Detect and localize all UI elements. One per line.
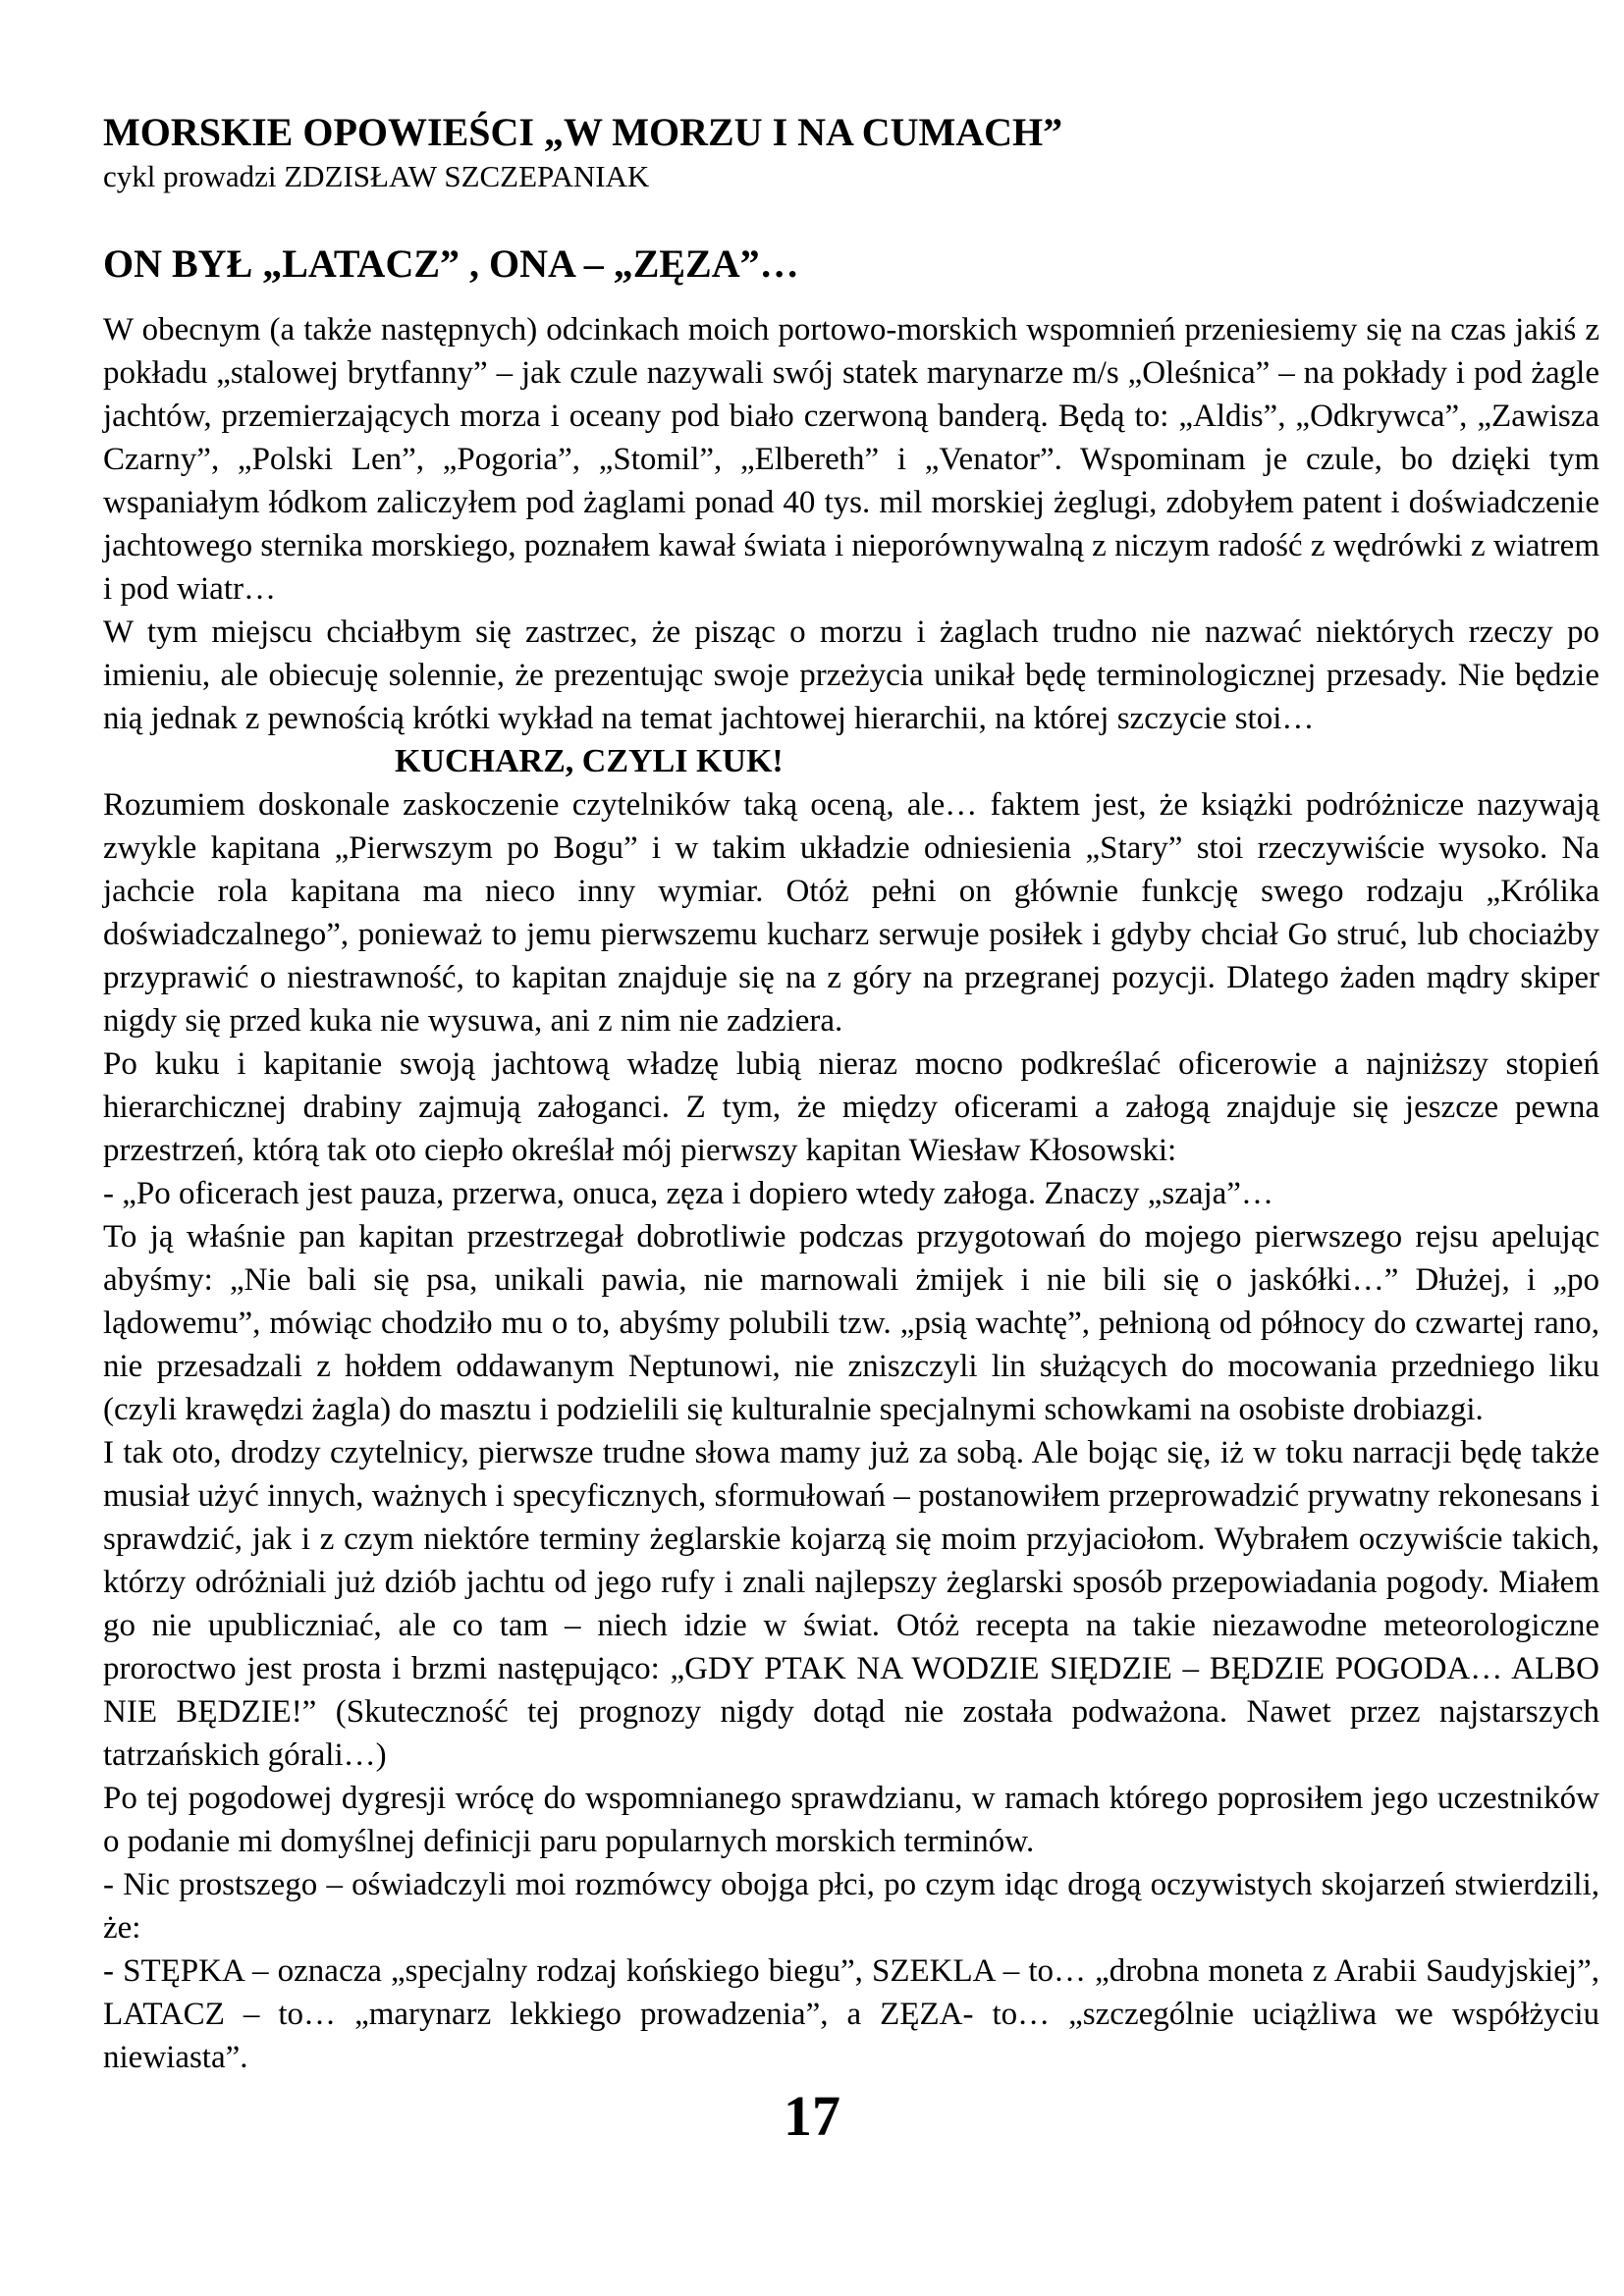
- text-column: [103, 0, 1599, 2148]
- paragraph: W obecnym (a także następnych) odcinkach moich portowo-morskich wspomnień przeniesiemy się na czas jakiś z pokładu „stalowej brytfanny” – jak czule nazywali swój statek marynarze m/s „Oleśnica” – na pokłady i pod żagle jachtów, przemierzających morza i oceany pod biało czerwoną banderą. Będą to: „Aldis”, „Odkrywca”, „Zawisza Czarny”, „Polski Len”, „Pogoria”, „Stomil”, „Elbereth” i „Venator”. Wspominam je czule, bo dzięki tym wspaniałym łódkom zaliczyłem pod żaglami ponad 40 tys. mil morskiej żeglugi, zdobyłem patent i doświadczenie jachtowego sternika morskiego, poznałem kawał świata i nieporównywalną z niczym radość z wędrówki z wiatrem i pod wiatr…: [103, 312, 1599, 607]
- page-number: 17: [784, 2084, 840, 2148]
- paragraph: - Nic prostszego – oświadczyli moi rozmówcy obojga płci, po czym idąc drogą oczywistych skojarzeń stwierdzili, że:: [103, 1867, 1599, 1946]
- paragraph: Rozumiem doskonale zaskoczenie czytelników taką oceną, ale… faktem jest, że książki podróżnicze nazywają zwykle kapitana „Pierwszym po Bogu” i w takim układzie odniesienia „Stary” stoi rzeczywiście wysoko. Na jachcie rola kapitana ma nieco inny wymiar. Otóż pełni on głównie funkcję swego rodzaju „Królika doświadczalnego”, ponieważ to jemu pierwszemu kucharz serwuje posiłek i gdyby chciał Go struć, lub chociażby przyprawić o niestrawność, to kapitan znajduje się na z góry na przegranej pozycji. Dlatego żaden mądry skiper nigdy się przed kuka nie wysuwa, ani z nim nie zadziera.: [103, 787, 1599, 1039]
- series-byline: cykl prowadzi ZDZISŁAW SZCZEPANIAK: [103, 159, 650, 193]
- paragraph: Po kuku i kapitanie swoją jachtową władzę lubią nieraz mocno podkreślać oficerowie a najniższy stopień hierarchicznej drabiny zajmują załoganci. Z tym, że między oficerami a załogą znajduje się jeszcze pewna przestrzeń, którą tak oto ciepło określał mój pierwszy kapitan Wiesław Kłosowski:: [103, 1046, 1599, 1168]
- paragraph-quote: - „Po oficerach jest pauza, przerwa, onuca, zęza i dopiero wtedy załoga. Znaczy „szaja”…: [103, 1176, 1273, 1211]
- article-title: ON BYŁ „LATACZ” , ONA – „ZĘZA”…: [103, 241, 799, 286]
- paragraph: I tak oto, drodzy czytelnicy, pierwsze trudne słowa mamy już za sobą. Ale bojąc się, iż w toku narracji będę także musiał użyć innych, ważnych i specyficznych, sformułowań – postanowiłem przeprowadzić prywatny rekonesans i sprawdzić, jak i z czym niektóre terminy żeglarskie kojarzą się moim przyjaciołom. Wybrałem oczywiście takich, którzy odróżniali już dziób jachtu od jego rufy i znali najlepszy żeglarski sposób przepowiadania pogody. Miałem go nie upubliczniać, ale co tam – niech idzie w świat. Otóż recepta na takie niezawodne meteorologiczne proroctwo jest prosta i brzmi następująco: „GDY PTAK NA WODZIE SIĘDZIE – BĘDZIE POGODA… ALBO NIE BĘDZIE!” (Skuteczność tej prognozy nigdy dotąd nie została podważona. Nawet przez najstarszych tatrzańskich górali…): [103, 1435, 1599, 1773]
- paragraph: To ją właśnie pan kapitan przestrzegał dobrotliwie podczas przygotowań do mojego pierwszego rejsu apelując abyśmy: „Nie bali się psa, unikali pawia, nie marnowali żmijek i nie bili się o jaskółki…” Dłużej, i „po lądowemu”, mówiąc chodziło mu o to, abyśmy polubili tzw. „psią wachtę”, pełnioną od północy do czwartej rano, nie przesadzali z hołdem oddawanym Neptunowi, nie zniszczyli lin służących do mocowania przedniego liku (czyli krawędzi żagla) do masztu i podzielili się kulturalnie specjalnymi schowkami na osobiste drobiazgi.: [103, 1219, 1599, 1427]
- paragraph: Po tej pogodowej dygresji wrócę do wspomnianego sprawdzianu, w ramach którego poprosiłem jego uczestników o podanie mi domyślnej definicji paru popularnych morskich terminów.: [103, 1781, 1599, 1859]
- inline-subheading: KUCHARZ, CZYLI KUK!: [395, 743, 784, 779]
- article: [103, 241, 1599, 2079]
- page-footer: [103, 2085, 1599, 2148]
- paragraph: W tym miejscu chciałbym się zastrzec, że pisząc o morzu i żaglach trudno nie nazwać niektórych rzeczy po imieniu, ale obiecuję solennie, że prezentując swoje przeżycia unikał będę terminologicznej przesady. Nie będzie nią jednak z pewnością krótki wykład na temat jachtowej hierarchii, na której szczycie stoi…: [103, 614, 1599, 736]
- series-title: MORSKIE OPOWIEŚCI „W MORZU I NA CUMACH”: [103, 110, 1063, 154]
- page-header: [103, 0, 1599, 196]
- paragraph: - STĘPKA – oznacza „specjalny rodzaj końskiego biegu”, SZEKLA – to… „drobna moneta z Arabii Saudyjskiej”, LATACZ – to… „marynarz lekkiego prowadzenia”, a ZĘZA- to… „szczególnie uciążliwa we współżyciu niewiasta”.: [103, 1953, 1599, 2075]
